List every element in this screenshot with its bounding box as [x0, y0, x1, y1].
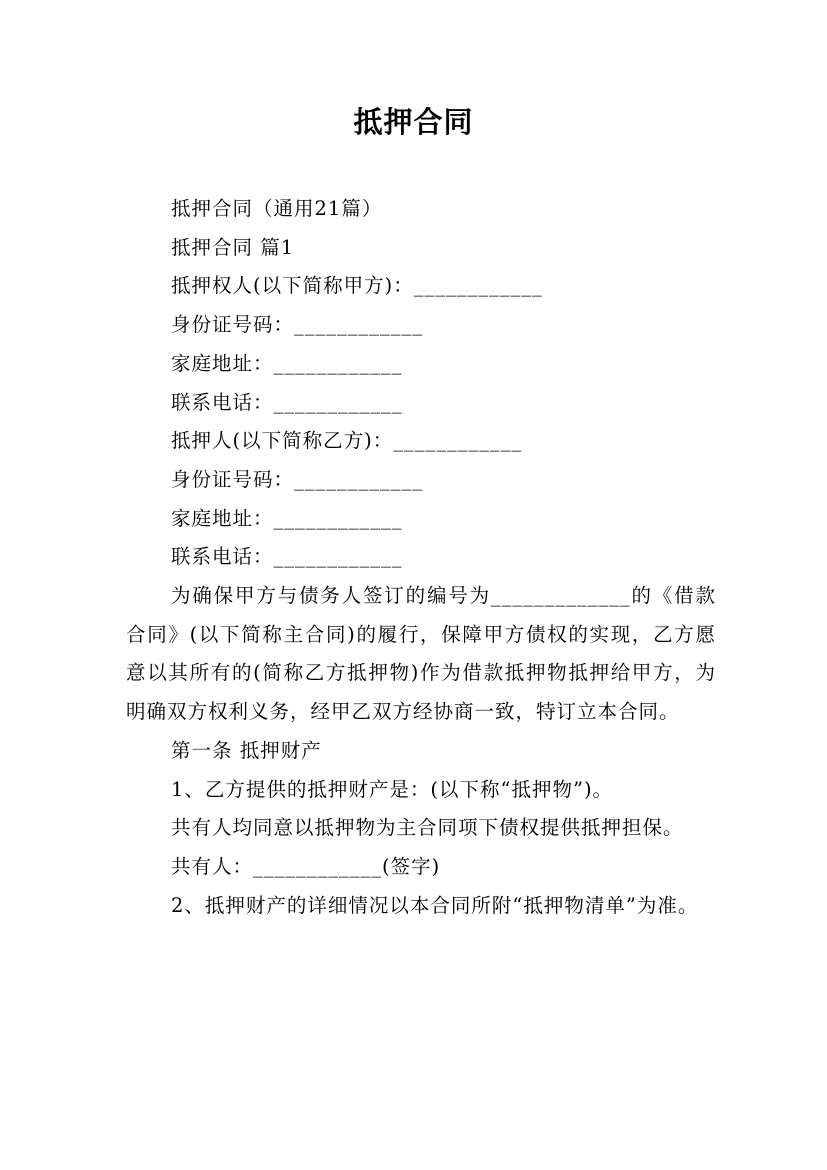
mortgagee-name-field: 抵押权人(以下简称甲方)：____________ [171, 274, 543, 298]
document-subtitle: 抵押合同（通用21篇） [171, 197, 383, 220]
article-1-heading: 第一条 抵押财产 [171, 738, 322, 762]
mortgagor-name-field: 抵押人(以下简称乙方)：____________ [171, 429, 523, 453]
co-owner-signature-field: 共有人：____________(签字) [171, 854, 441, 878]
mortgagee-phone-field: 联系电话：____________ [171, 390, 403, 414]
article-1-consent: 共有人均同意以抵押物为主合同项下债权提供抵押担保。 [171, 816, 684, 840]
mortgagor-address-field: 家庭地址：____________ [171, 506, 403, 530]
document-title: 抵押合同 [353, 105, 474, 139]
intro-paragraph: 为确保甲方与债务人签订的编号为_____________的《借款合同》(以下简称主合同)的履行，保障甲方债权的实现，乙方愿意以其所有的(简称乙方抵押物)作为借款抵押物抵押给甲方，为明确双方权利义务，经甲乙双方经协商一致，特订立本合同。 [126, 584, 716, 724]
article-1-item-2: 2、抵押财产的详细情况以本合同所附“抵押物清单”为准。 [171, 893, 699, 917]
article-1-item-1: 1、乙方提供的抵押财产是：(以下称“抵押物”)。 [171, 777, 614, 801]
mortgagee-address-field: 家庭地址：____________ [171, 351, 403, 375]
mortgagee-id-field: 身份证号码：____________ [171, 313, 424, 337]
section-heading-1: 抵押合同 篇1 [171, 235, 295, 259]
document-body [126, 190, 716, 925]
mortgagor-id-field: 身份证号码：____________ [171, 467, 424, 491]
mortgagor-phone-field: 联系电话：____________ [171, 545, 403, 569]
